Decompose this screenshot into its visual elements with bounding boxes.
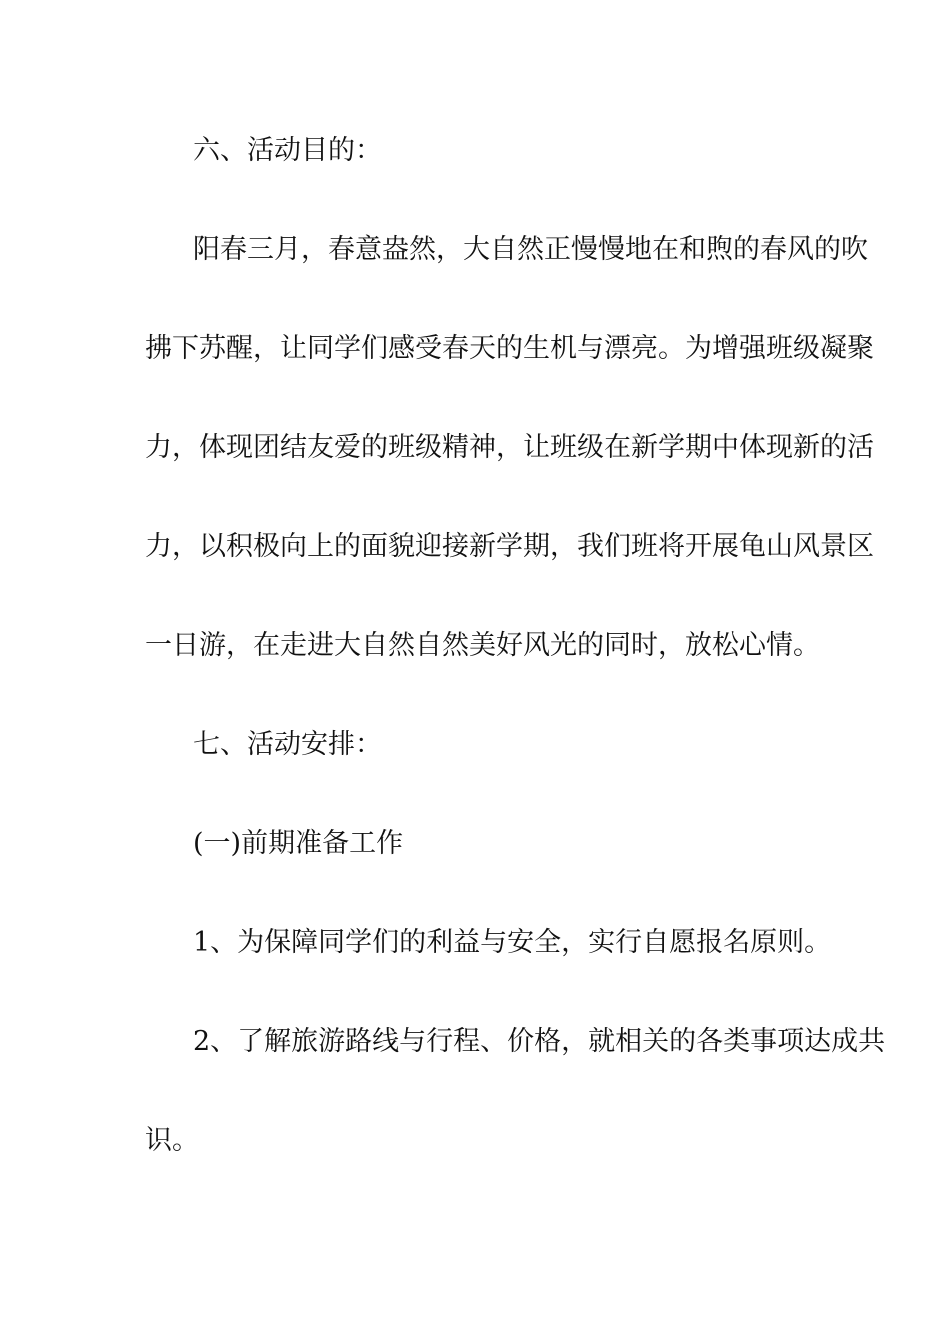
list-item-2-line-1: 2、了解旅游路线与行程、价格，就相关的各类事项达成共 bbox=[193, 1026, 886, 1057]
list-item-2-line-2: 识。 bbox=[145, 1125, 199, 1156]
subheading-preparation: (一)前期准备工作 bbox=[193, 828, 404, 859]
section-heading-arrangement: 七、活动安排： bbox=[193, 729, 382, 760]
section-heading-purpose: 六、活动目的： bbox=[193, 135, 382, 166]
purpose-paragraph-line-3: 力，体现团结友爱的班级精神，让班级在新学期中体现新的活 bbox=[145, 432, 874, 463]
purpose-paragraph-line-2: 拂下苏醒，让同学们感受春天的生机与漂亮。为增强班级凝聚 bbox=[145, 333, 874, 364]
purpose-paragraph-line-4: 力，以积极向上的面貌迎接新学期，我们班将开展龟山风景区 bbox=[145, 531, 874, 562]
purpose-paragraph-line-5: 一日游，在走进大自然自然美好风光的同时，放松心情。 bbox=[145, 630, 820, 661]
document-body bbox=[145, 124, 886, 1167]
purpose-paragraph-line-1: 阳春三月，春意盎然，大自然正慢慢地在和煦的春风的吹 bbox=[193, 234, 868, 265]
list-item-1: 1、为保障同学们的利益与安全，实行自愿报名原则。 bbox=[193, 927, 832, 958]
